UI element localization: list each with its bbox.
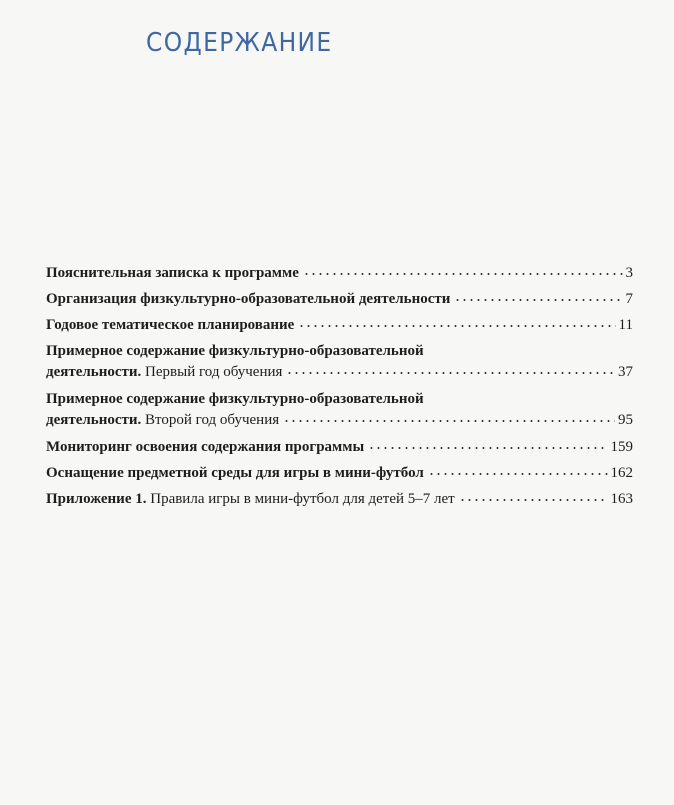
toc-entry-title: Оснащение предметной среды для игры в мини-футбол (46, 465, 424, 481)
toc-page-number: 163 (610, 491, 633, 507)
toc-page-number: 3 (625, 265, 633, 281)
toc-entry (46, 489, 633, 510)
toc-page-number: 11 (618, 317, 633, 333)
toc-entry-title: Мониторинг освоения содержания программы (46, 439, 365, 455)
toc-entry (46, 389, 633, 431)
toc-entry-title: деятельности. (46, 412, 142, 428)
toc-entry-subtitle: Правила игры в мини-футбол для детей 5–7 лет (150, 491, 455, 507)
dot-leader (286, 371, 615, 375)
toc-page-number: 95 (618, 412, 633, 428)
toc-entry-title-line: Примерное содержание физкультурно-образовательной (46, 391, 424, 407)
toc-entry-title: Приложение 1. (46, 491, 147, 507)
toc-entry (46, 315, 633, 336)
toc-entry-subtitle: Первый год обучения (145, 364, 283, 380)
dot-leader (303, 272, 623, 276)
toc-entry-title: Пояснительная записка к программе (46, 265, 299, 281)
toc-entry-title: деятельности. (46, 364, 142, 380)
toc-entry (46, 289, 633, 310)
toc-entry-title: Годовое тематическое планирование (46, 317, 295, 333)
toc-page-number: 162 (610, 465, 633, 481)
toc-page-number: 7 (625, 291, 633, 307)
dot-leader (368, 446, 607, 450)
dot-leader (454, 298, 622, 302)
toc-entry-title: Организация физкультурно-образовательной деятельности (46, 291, 451, 307)
toc-entry (46, 437, 633, 458)
dot-leader (428, 472, 608, 476)
toc-entry (46, 341, 633, 383)
toc-entry-subtitle: Второй год обучения (145, 412, 280, 428)
toc-page-number: 37 (618, 364, 633, 380)
dot-leader (283, 419, 615, 423)
dot-leader (298, 324, 615, 328)
toc-page-number: 159 (610, 439, 633, 455)
toc-heading: СОДЕРЖАНИЕ (146, 28, 333, 58)
table-of-contents (46, 263, 633, 515)
toc-entry-title-line: Примерное содержание физкультурно-образовательной (46, 343, 424, 359)
toc-entry (46, 463, 633, 484)
dot-leader (459, 498, 608, 502)
toc-entry (46, 263, 633, 284)
